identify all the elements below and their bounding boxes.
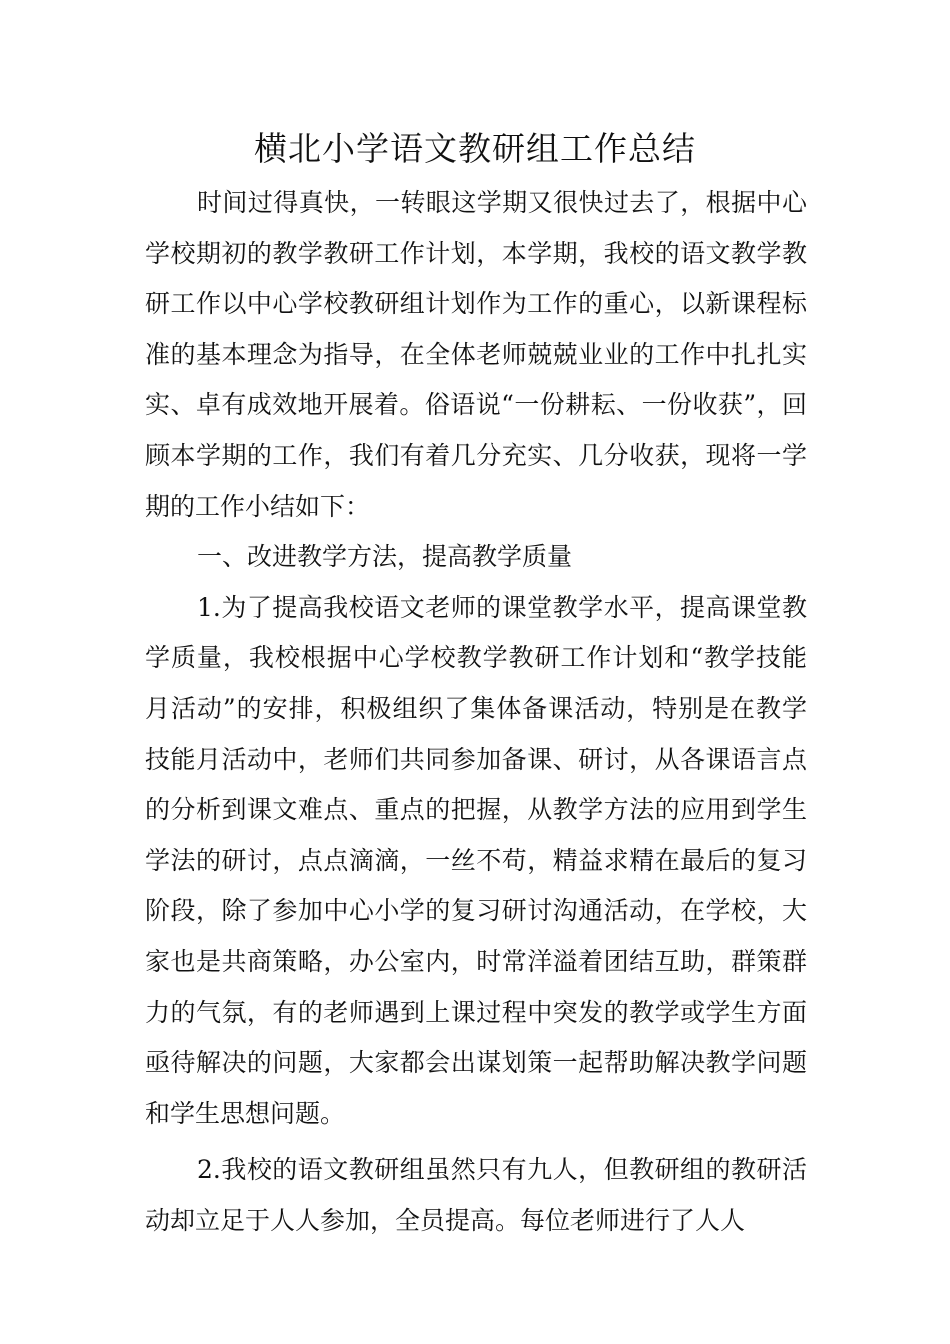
- document-body: [145, 178, 807, 1246]
- document-title: 横北小学语文教研组工作总结: [254, 129, 696, 168]
- paragraph-item-1: 1.为了提高我校语文老师的课堂教学水平，提高课堂教学质量，我校根据中心学校教学教研工作计划和“教学技能月活动”的安排，积极组织了集体备课活动，特别是在教学技能月活动中，老师们共同参加备课、研讨，从各课语言点的分析到课文难点、重点的把握，从教学方法的应用到学生学法的研讨，点点滴滴，一丝不苟，精益求精在最后的复习阶段，除了参加中心小学的复习研讨沟通活动，在学校，大家也是共商策略，办公室内，时常洋溢着团结互助，群策群力的气氛，有的老师遇到上课过程中突发的教学或学生方面亟待解决的问题，大家都会出谋划策一起帮助解决教学问题和学生思想问题。: [145, 592, 807, 1128]
- paragraph-item-2: 2.我校的语文教研组虽然只有九人，但教研组的教研活动却立足于人人参加，全员提高。每位老师进行了人人: [145, 1155, 807, 1235]
- section-heading-1: 一、改进教学方法，提高教学质量: [197, 542, 573, 572]
- paragraph-intro: 时间过得真快，一转眼这学期又很快过去了，根据中心学校期初的教学教研工作计划，本学期，我校的语文教学教研工作以中心学校教研组计划作为工作的重心，以新课程标准的基本理念为指导，在全体老师兢兢业业的工作中扎扎实实、卓有成效地开展着。俗语说“一份耕耘、一份收获”，回顾本学期的工作，我们有着几分充实、几分收获，现将一学期的工作小结如下：: [145, 188, 807, 521]
